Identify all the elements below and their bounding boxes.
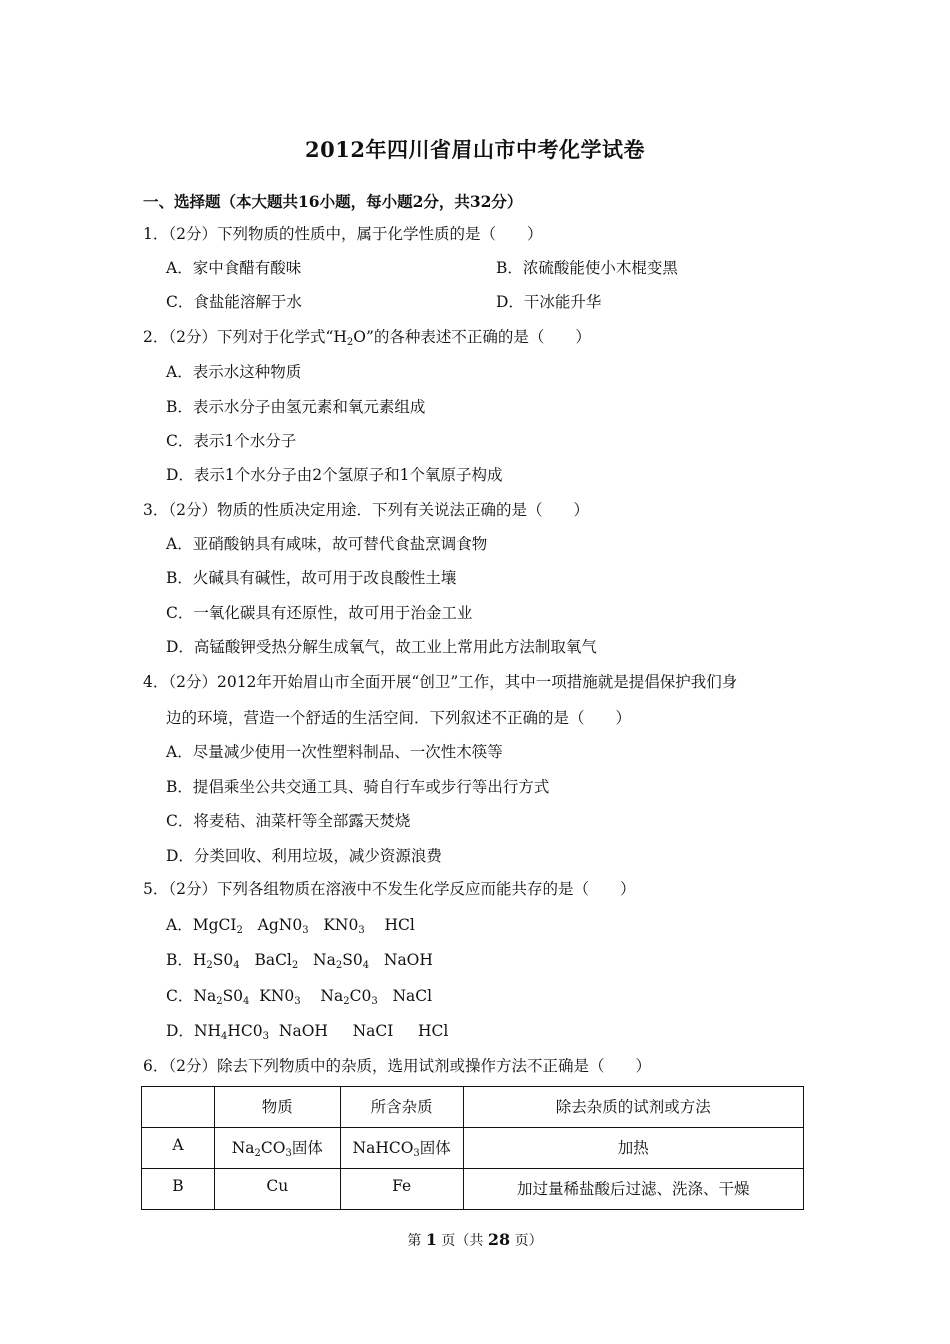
question-2-option-d: D．表示1个水分子由2个氢原子和1个氧原子构成: [166, 466, 503, 484]
question-1-stem: 1．（2分）下列物质的性质中，属于化学性质的是（ ）: [143, 225, 543, 243]
question-3-option-d: D．高锰酸钾受热分解生成氧气，故工业上常用此方法制取氧气: [166, 638, 597, 656]
table-cell-method: 加过量稀盐酸后过滤、洗涤、干燥: [463, 1169, 803, 1210]
table-cell-impurity: Fe: [340, 1169, 463, 1210]
table-row: [142, 1169, 804, 1210]
question-6-table: [141, 1086, 804, 1210]
question-2-option-a: A．表示水这种物质: [166, 363, 302, 381]
total-pages: 28: [487, 1230, 511, 1249]
question-5-option-a: A．MgCI$_2$ $AgN0_3$ $KN0_3$ HCl: [166, 916, 415, 936]
table-cell-substance: Cu: [214, 1169, 340, 1210]
table-cell-label: B: [142, 1169, 215, 1210]
section-heading: 一、选择题（本大题共16小题，每小题2分，共32分）: [143, 192, 523, 211]
question-3-option-a: A．亚硝酸钠具有咸味，故可替代食盐烹调食物: [166, 535, 488, 553]
table-row: [142, 1128, 804, 1169]
question-3-option-b: B．火碱具有碱性，故可用于改良酸性土壤: [166, 569, 457, 587]
table-header-cell: [142, 1087, 215, 1128]
question-2-stem: 2．（2分）下列对于化学式“$H_2O$”的各种表述不正确的是（ ）: [143, 328, 591, 348]
table-header-cell: 所含杂质: [340, 1087, 463, 1128]
question-1-option-b: B．浓硫酸能使小木棍变黑: [496, 259, 678, 277]
question-1-option-a: A．家中食醋有酸味: [166, 259, 302, 277]
question-4-stem-line1: 4．（2分）2012年开始眉山市全面开展“创卫”工作，其中一项措施就是提倡保护我们身: [143, 673, 738, 691]
question-5-stem: 5．（2分）下列各组物质在溶液中不发生化学反应而能共存的是（ ）: [143, 880, 636, 898]
question-5-option-c: C．$Na_2S0_4$ $KN0_3$ $Na_2C0_3$ NaCl: [166, 987, 433, 1007]
question-4-option-d: D．分类回收、利用垃圾，减少资源浪费: [166, 847, 442, 865]
table-cell-label: A: [142, 1128, 215, 1169]
question-2-option-b: B．表示水分子由氢元素和氧元素组成: [166, 398, 426, 416]
question-4-stem-line2: 边的环境，营造一个舒适的生活空间．下列叙述不正确的是（ ）: [166, 709, 632, 727]
current-page-number: 1: [425, 1230, 437, 1249]
question-4-option-c: C．将麦秸、油菜杆等全部露天焚烧: [166, 812, 411, 830]
page-footer: 第 1 页（共 28 页）: [407, 1230, 543, 1249]
table-cell-impurity: NaHCO$_3$固体: [340, 1128, 463, 1169]
question-5-option-b: B．$H_2S0_4$ BaCl$_2$ $Na_2S0_4$ NaOH: [166, 951, 433, 971]
question-1-option-c: C．食盐能溶解于水: [166, 293, 302, 311]
question-2-option-c: C．表示1个水分子: [166, 432, 297, 450]
table-header-row: [142, 1087, 804, 1128]
question-4-option-a: A．尽量减少使用一次性塑料制品、一次性木筷等: [166, 743, 503, 761]
question-3-option-c: C．一氧化碳具有还原性，故可用于治金工业: [166, 604, 473, 622]
table-cell-method: 加热: [463, 1128, 803, 1169]
question-4-option-b: B．提倡乘坐公共交通工具、骑自行车或步行等出行方式: [166, 778, 550, 796]
table-cell-substance: $Na_2CO_3$固体: [214, 1128, 340, 1169]
question-5-option-d: D．$NH_4HC0_3$ NaOH NaCI HCl: [166, 1022, 449, 1042]
table-header-cell: 除去杂质的试剂或方法: [463, 1087, 803, 1128]
page-title: 2012年四川省眉山市中考化学试卷: [305, 137, 645, 162]
question-3-stem: 3．（2分）物质的性质决定用途．下列有关说法正确的是（ ）: [143, 501, 589, 519]
table-header-cell: 物质: [214, 1087, 340, 1128]
question-6-stem: 6．（2分）除去下列物质中的杂质，选用试剂或操作方法不正确是（ ）: [143, 1057, 651, 1075]
question-1-option-d: D．干冰能升华: [496, 293, 602, 311]
